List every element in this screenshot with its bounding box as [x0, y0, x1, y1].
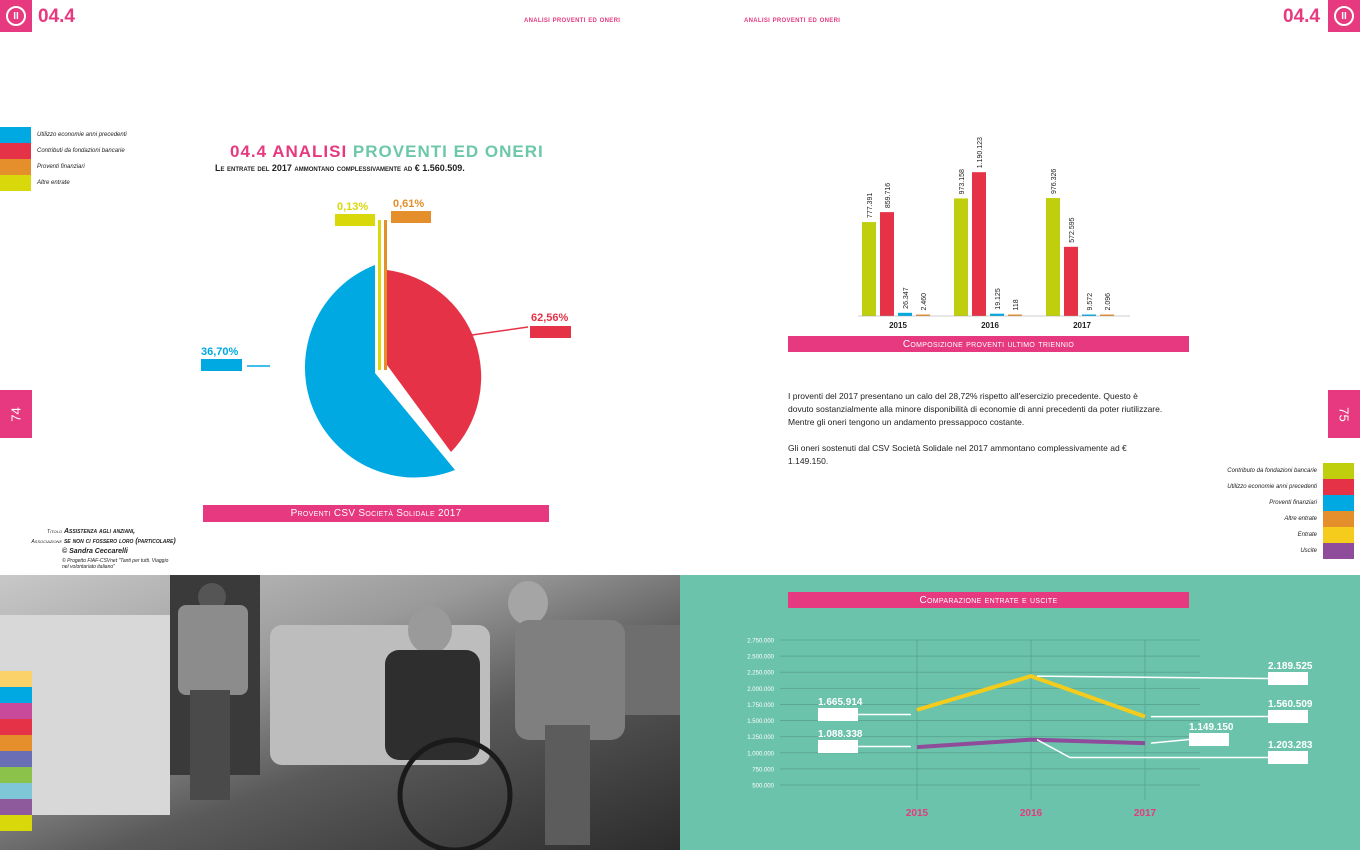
- value-box: [1189, 733, 1229, 746]
- section-tab-right: [1328, 0, 1360, 32]
- label-box: [391, 211, 431, 223]
- value-label: 1.088.338: [818, 729, 863, 740]
- color-strip-swatch: [0, 751, 32, 767]
- x-tick-label: 2017: [1134, 808, 1157, 819]
- label-box: [335, 214, 375, 226]
- y-tick-label: 750.000: [752, 767, 774, 773]
- callout-line: [1037, 676, 1268, 678]
- y-tick-label: 2.250.000: [747, 671, 774, 677]
- pie-label: 62,56%: [531, 312, 568, 324]
- legend-swatch: [0, 159, 31, 175]
- pie-legend: [0, 127, 127, 191]
- color-strip-swatch: [0, 735, 32, 751]
- legend-label: Entrate: [1203, 532, 1323, 538]
- legend-swatch: [0, 175, 31, 191]
- bar-value-label: 118: [1013, 299, 1020, 310]
- legend-label: Utilizzo economie anni precedenti: [1203, 484, 1323, 490]
- running-head-left: analisi proventi ed oneri: [524, 15, 620, 24]
- bar-value-label: 19.125: [995, 288, 1002, 310]
- legend-item: [1203, 495, 1354, 511]
- y-tick-label: 2.500.000: [747, 655, 774, 661]
- legend-label: Contributi da fondazioni bancarie: [31, 148, 125, 154]
- bar-value-label: 26.347: [903, 287, 910, 309]
- legend-item: [0, 175, 127, 191]
- title-word: ED: [454, 142, 480, 161]
- y-tick-label: 1.000.000: [747, 751, 774, 757]
- x-tick-label: 2017: [1073, 321, 1091, 330]
- photo-scene: [0, 575, 680, 850]
- leader-line: [465, 327, 528, 336]
- bar-value-label: 9.572: [1087, 293, 1094, 311]
- line-chart-title: Comparazione entrate e uscite: [788, 592, 1189, 608]
- bar: [1046, 198, 1060, 316]
- value-label: 1.149.150: [1189, 722, 1234, 733]
- bar: [990, 314, 1004, 316]
- pie-slice-finanziari: [384, 220, 387, 370]
- value-box: [818, 708, 858, 721]
- legend-label: Altre entrate: [31, 180, 70, 186]
- value-box: [1268, 672, 1308, 685]
- legend-item: [1203, 527, 1354, 543]
- page-title: 04.4 ANALISI PROVENTI ED ONERI: [230, 142, 544, 162]
- y-tick-label: 1.750.000: [747, 703, 774, 709]
- bar: [898, 313, 912, 316]
- bar-value-label: 2.096: [1105, 293, 1112, 311]
- legend-item: [0, 127, 127, 143]
- legend-swatch: [1323, 527, 1354, 543]
- value-box: [1268, 751, 1308, 764]
- x-tick-label: 2015: [906, 808, 929, 819]
- bar-value-label: 572.595: [1069, 217, 1076, 242]
- legend-swatch: [1323, 463, 1354, 479]
- y-tick-label: 1.250.000: [747, 735, 774, 741]
- page-number-left: 74: [0, 390, 32, 438]
- legend-item: [1203, 479, 1354, 495]
- photo-color-strip: [0, 671, 32, 831]
- y-tick-label: 500.000: [752, 784, 774, 790]
- photo: [0, 575, 680, 850]
- chapter-icon: II: [6, 6, 26, 26]
- chapter-icon: II: [1334, 6, 1354, 26]
- section-number-left: 04.4: [38, 6, 75, 28]
- label-box: [530, 326, 571, 338]
- value-label: 1.665.914: [818, 697, 863, 708]
- legend-label: Contributo da fondazioni bancarie: [1203, 468, 1323, 474]
- bar-legend: [1203, 463, 1354, 559]
- legend-item: [1203, 463, 1354, 479]
- legend-label: Proventi finanziari: [1203, 500, 1323, 506]
- bar: [954, 198, 968, 316]
- bar: [1064, 247, 1078, 316]
- legend-label: Utilizzo economie anni precedenti: [31, 132, 127, 138]
- page-number-right: 75: [1328, 390, 1360, 438]
- pie-label: 0,13%: [337, 201, 368, 213]
- value-label: 1.560.509: [1268, 699, 1313, 710]
- bar-value-label: 777.391: [867, 193, 874, 218]
- bar: [972, 172, 986, 316]
- title-word: ONERI: [485, 142, 544, 161]
- pie-label: 0,61%: [393, 198, 424, 210]
- line-chart: [680, 575, 1360, 850]
- callout-line: [1151, 740, 1189, 744]
- value-label: 2.189.525: [1268, 661, 1313, 672]
- bar-chart-title: Composizione proventi ultimo triennio: [788, 336, 1189, 352]
- section-tab-left: [0, 0, 32, 32]
- legend-label: Proventi finanziari: [31, 164, 85, 170]
- pie-label: 36,70%: [201, 346, 238, 358]
- page-subtitle: Le entrate del 2017 ammontano complessivamente ad € 1.560.509.: [215, 163, 465, 173]
- title-word: ANALISI: [272, 142, 347, 161]
- value-box: [818, 740, 858, 753]
- bar-value-label: 973.158: [959, 169, 966, 194]
- color-strip-swatch: [0, 719, 32, 735]
- color-strip-swatch: [0, 671, 32, 687]
- color-strip-swatch: [0, 687, 32, 703]
- x-tick-label: 2016: [1020, 808, 1043, 819]
- color-strip-swatch: [0, 783, 32, 799]
- label-box: [201, 359, 242, 371]
- pie-chart: [195, 195, 575, 495]
- legend-swatch: [1323, 511, 1354, 527]
- legend-item: [1203, 511, 1354, 527]
- section-number-right: 04.4: [1283, 6, 1320, 28]
- bar-value-label: 1.190.123: [977, 137, 984, 168]
- legend-item: [1203, 543, 1354, 559]
- y-tick-label: 2.750.000: [747, 639, 774, 645]
- title-word: PROVENTI: [353, 142, 448, 161]
- x-tick-label: 2015: [889, 321, 907, 330]
- legend-item: [0, 143, 127, 159]
- x-tick-label: 2016: [981, 321, 999, 330]
- legend-swatch: [0, 127, 31, 143]
- body-paragraph: Gli oneri sostenuti dal CSV Società Solidale nel 2017 ammontano complessivamente ad € 1.149.150.: [788, 442, 1164, 468]
- bar: [862, 222, 876, 316]
- bar-value-label: 859.716: [885, 183, 892, 208]
- color-strip-swatch: [0, 767, 32, 783]
- value-box: [1268, 710, 1308, 723]
- pie-chart-title: Proventi CSV Società Solidale 2017: [203, 505, 549, 522]
- photo-caption: Titolo Assistenza agli anziani, Associazione se non ci fossero loro (particolare) © Sandra Ceccarelli © Progetto FIAF-CSVnet "Tanti per tutti. Viaggio nel volontariato italiano": [20, 527, 260, 570]
- y-tick-label: 1.500.000: [747, 719, 774, 725]
- color-strip-swatch: [0, 799, 32, 815]
- bar-value-label: 2.460: [921, 293, 928, 311]
- legend-label: Uscite: [1203, 548, 1323, 554]
- color-strip-swatch: [0, 703, 32, 719]
- bar: [880, 212, 894, 316]
- running-head-right: analisi proventi ed oneri: [744, 15, 840, 24]
- legend-item: [0, 159, 127, 175]
- legend-label: Altre entrate: [1203, 516, 1323, 522]
- color-strip-swatch: [0, 815, 32, 831]
- legend-swatch: [0, 143, 31, 159]
- legend-swatch: [1323, 479, 1354, 495]
- legend-swatch: [1323, 495, 1354, 511]
- bar-chart: [850, 130, 1130, 340]
- pie-slice-altre: [378, 220, 381, 370]
- body-paragraph: I proventi del 2017 presentano un calo del 28,72% rispetto all'esercizio precedente. Questo è dovuto sostanzialmente alla minore disponibilità di economie di anni precedenti da poter riutilizzare. Mentre gli oneri tengono un andamento pressappoco costante.: [788, 390, 1164, 429]
- legend-swatch: [1323, 543, 1354, 559]
- bar-value-label: 976.326: [1051, 169, 1058, 194]
- value-label: 1.203.283: [1268, 740, 1313, 751]
- y-tick-label: 2.000.000: [747, 687, 774, 693]
